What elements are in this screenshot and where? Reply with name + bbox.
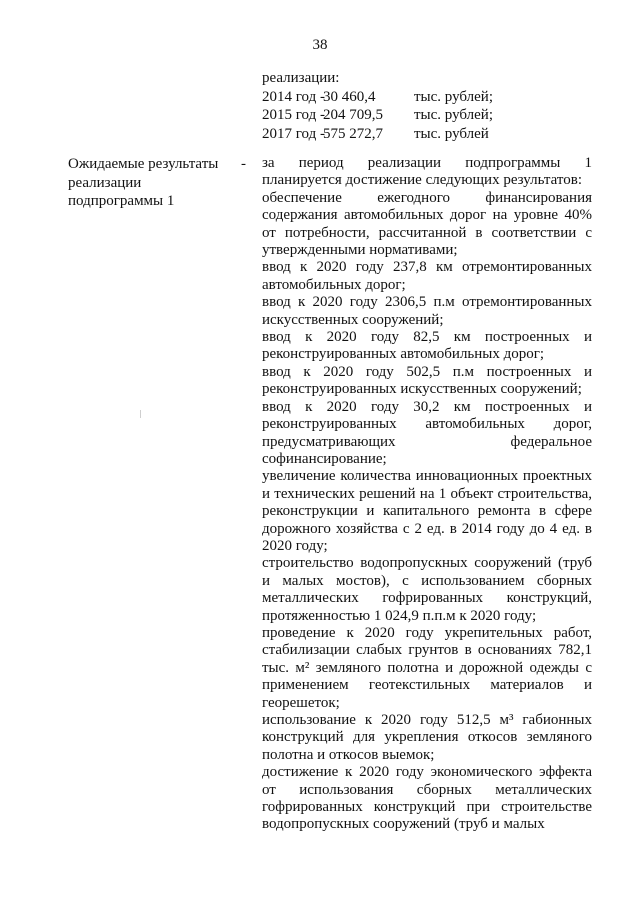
funding-amount: 30 460,4	[323, 88, 376, 105]
result-item: ввод к 2020 году 2306,5 п.м отремонтированных искусственных сооружений;	[262, 294, 592, 328]
result-item: строительство водопропускных сооружений (труб и малых мостов), с использованием сборных металлических гофрированных конструкций, протяженностью 1 024,9 п.п.м к 2020 году;	[262, 555, 592, 624]
funding-unit: тыс. рублей;	[414, 88, 493, 105]
result-item: обеспечение ежегодного финансирования содержания автомобильных дорог на уровне 40% от потребности, рассчитанной в соответствии с утвержденными нормативами;	[262, 189, 592, 259]
result-item: ввод к 2020 году 502,5 п.м построенных и реконструированных искусственных сооружений;	[262, 363, 592, 398]
result-item: увеличение количества инновационных проектных и технических решений на 1 объект строительства, реконструкции и капитального ремонта в сфере дорожного хозяйства с 2 ед. в 2014 году до 4 ед. в 2020 году;	[262, 468, 592, 554]
funding-row	[262, 88, 514, 107]
funding-amount: 204 709,5	[323, 107, 383, 123]
section-label-line: Ожидаемые результаты	[68, 156, 219, 172]
funding-unit: тыс. рублей	[414, 125, 489, 142]
funding-year: 2014 год -	[262, 88, 325, 105]
funding-heading: реализации:	[262, 70, 340, 86]
result-item: использование к 2020 году 512,5 м³ габионных конструкций для укрепления откосов земляного полотна и откосов выемок;	[262, 712, 592, 763]
funding-year: 2015 год -	[262, 107, 325, 123]
section-label-line: подпрограммы 1	[68, 193, 175, 209]
funding-row	[262, 125, 514, 144]
section-dash: -	[241, 156, 246, 172]
section-label-line: реализации	[68, 174, 142, 191]
funding-row	[262, 106, 514, 125]
result-item: ввод к 2020 году 82,5 км построенных и реконструированных автомобильных дорог;	[262, 329, 592, 363]
funding-unit: тыс. рублей;	[414, 107, 493, 123]
expected-results	[262, 155, 592, 834]
results-intro: за период реализации подпрограммы 1 планируется достижение следующих результатов:	[262, 155, 592, 189]
section-label	[68, 155, 228, 211]
result-item: ввод к 2020 году 237,8 км отремонтированных автомобильных дорог;	[262, 259, 592, 293]
scan-artifact	[140, 410, 141, 418]
result-item: проведение к 2020 году укрепительных работ, стабилизации слабых грунтов в основаниях 782,1 тыс. м² земляного полотна и дорожной одежды с применением геотекстильных материалов и георешеток;	[262, 624, 592, 711]
result-item: ввод к 2020 году 30,2 км построенных и реконструированных автомобильных дорог, предусматривающих федеральное софинансирование;	[262, 398, 592, 467]
page-number: 38	[312, 37, 328, 53]
result-item: достижение к 2020 году экономического эффекта от использования сборных металлических гофрированных конструкций при строительстве водопропускных сооружений (труб и малых	[262, 764, 592, 833]
funding-year: 2017 год -	[262, 125, 325, 142]
funding-amount: 575 272,7	[323, 125, 383, 142]
funding-block	[262, 69, 514, 143]
